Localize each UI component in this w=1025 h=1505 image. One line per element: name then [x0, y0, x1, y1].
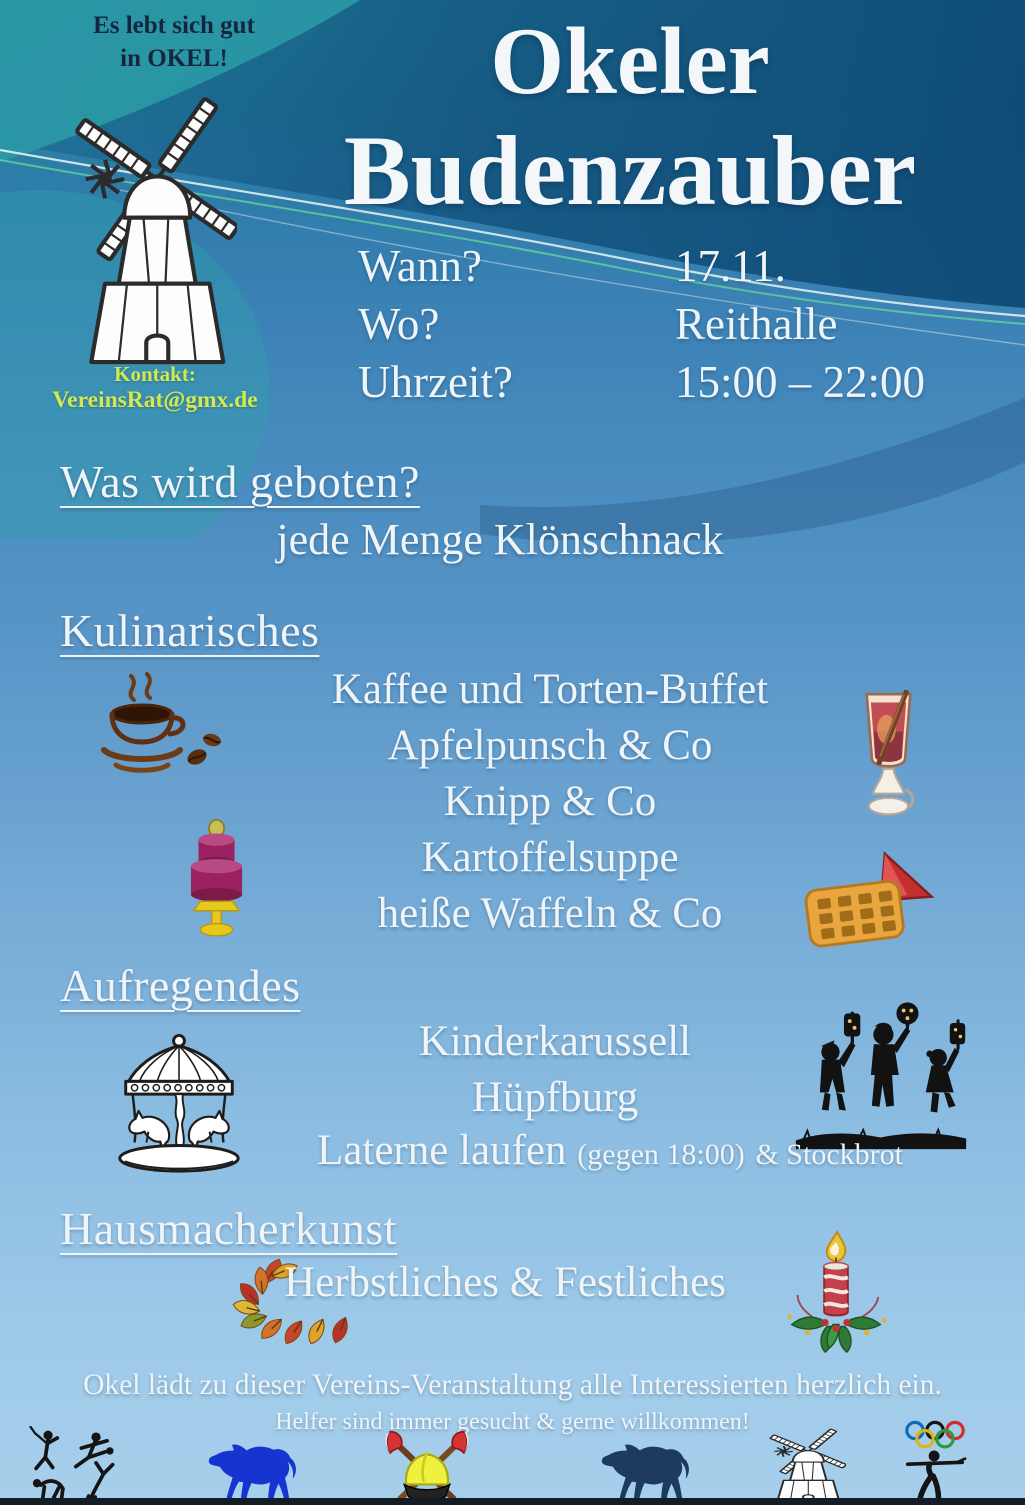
tagline	[58, 10, 290, 75]
navy-horse-icon	[598, 1442, 690, 1505]
detail-row-location	[358, 298, 978, 356]
aufregendes-list	[245, 1014, 865, 1126]
laterne-main: Laterne laufen	[317, 1127, 567, 1174]
detail-value: Reithalle	[675, 299, 838, 349]
detail-value: 15:00 – 22:00	[675, 357, 926, 407]
list-item: Knipp & Co	[443, 778, 657, 825]
gymnasts-icon	[22, 1426, 147, 1505]
footer-helpers: Helfer sind immer gesucht & gerne willkommen!	[275, 1409, 750, 1435]
section-heading-offers: Was wird geboten?	[60, 456, 420, 507]
detail-value: 17.11.	[675, 241, 786, 291]
list-item: Apfelpunsch & Co	[387, 722, 713, 769]
tagline-line1: Es lebt sich gut	[93, 12, 255, 39]
coffee-icon	[82, 672, 232, 787]
kulinarisches-list	[245, 662, 855, 942]
section-heading-kulinarisches: Kulinarisches	[60, 605, 320, 656]
list-item: Kaffee und Torten-Buffet	[331, 666, 769, 713]
bottom-edge-strip	[0, 1498, 1025, 1505]
hausmacherkunst-item: Herbstliches & Festliches	[284, 1259, 726, 1306]
laterne-note: (gegen 18:00)	[577, 1138, 745, 1171]
list-item: heiße Waffeln & Co	[377, 890, 723, 937]
list-item: Hüpfburg	[471, 1074, 639, 1121]
detail-label: Wann?	[358, 241, 482, 291]
poster-title-line2: Budenzauber	[343, 114, 917, 226]
tagline-line2: in OKEL!	[120, 44, 228, 72]
olympic-shooter-icon	[893, 1416, 977, 1505]
fire-brigade-icon	[383, 1430, 471, 1505]
laterne-line	[205, 1126, 1015, 1175]
poster-title-line1: Okeler	[490, 8, 770, 114]
candle-icon	[768, 1230, 906, 1358]
footer-invite: Okel lädt zu dieser Vereins-Veranstaltung alle Interessierten herzlich ein.	[83, 1369, 942, 1401]
list-item: Kinderkarussell	[418, 1018, 692, 1065]
laterne-suffix: & Stockbrot	[755, 1138, 903, 1171]
poster-title	[265, 8, 995, 226]
contact-email-link[interactable]: VereinsRat@gmx.de	[52, 387, 258, 413]
offers-subline: jede Menge Klönschnack	[276, 515, 724, 564]
section-heading-hausmacherkunst: Hausmacherkunst	[60, 1203, 398, 1254]
detail-row-date	[358, 240, 978, 298]
section-heading-aufregendes: Aufregendes	[60, 960, 301, 1011]
contact-block	[30, 362, 280, 414]
list-item: Kartoffelsuppe	[421, 834, 679, 881]
windmill-icon	[72, 80, 237, 369]
event-details	[358, 240, 978, 414]
contact-label: Kontakt:	[114, 362, 196, 386]
detail-row-time	[358, 356, 978, 414]
detail-label: Wo?	[358, 299, 440, 349]
windmill-small-icon	[768, 1424, 846, 1504]
detail-label: Uhrzeit?	[358, 357, 513, 407]
punch-icon	[852, 690, 925, 830]
blue-horse-icon	[205, 1442, 297, 1505]
